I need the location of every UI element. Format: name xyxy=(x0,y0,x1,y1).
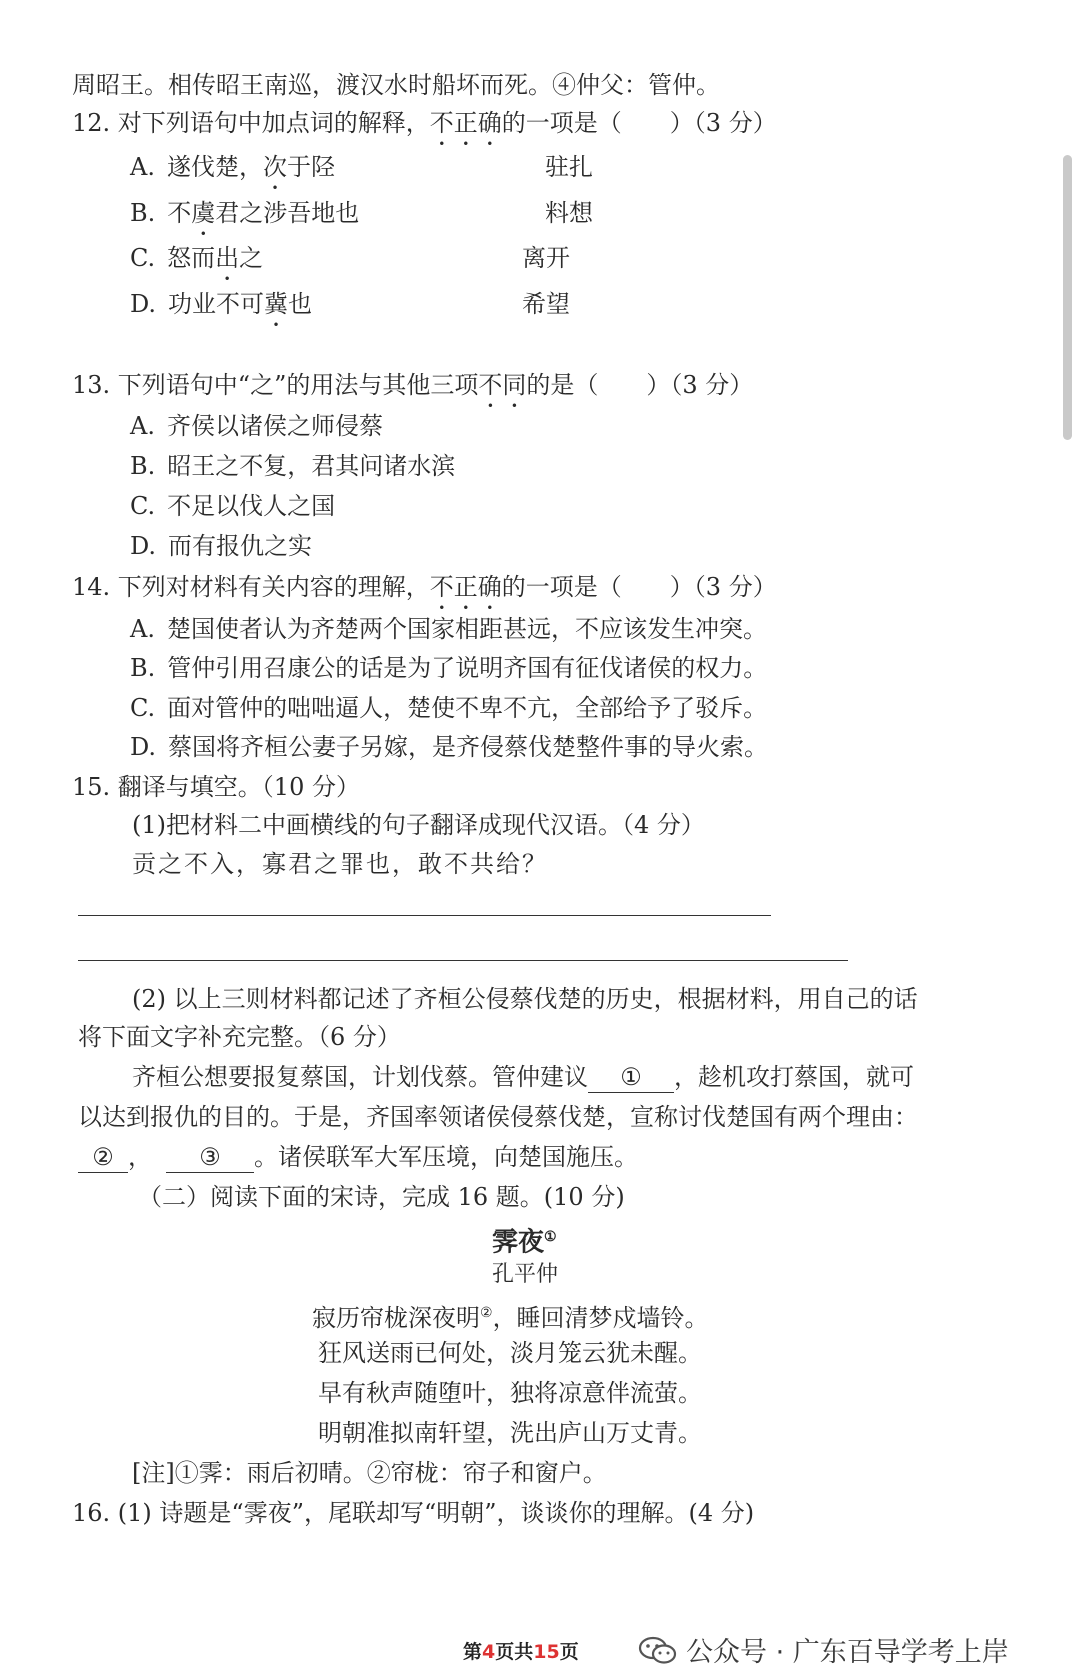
option-text: 齐侯以诸侯之师侵蔡 xyxy=(166,412,383,440)
poem-title: 霁夜① xyxy=(492,1227,557,1258)
option-row xyxy=(130,289,312,332)
option-row xyxy=(130,531,312,561)
option-text: 不 xyxy=(167,199,192,227)
blank-2[interactable]: ② xyxy=(78,1142,128,1173)
option-text: 君之涉吾地也 xyxy=(215,199,360,227)
option-text: 面对管仲的咄咄逼人，楚使不卑不亢，全部给予了驳斥。 xyxy=(167,694,768,722)
option-gloss: 驻扎 xyxy=(545,153,593,181)
question-15: 15. 翻译与填空。（10 分） xyxy=(72,773,360,801)
translation-sentence: 贡之不入，寡君之罪也，敢不共给？ xyxy=(132,850,548,878)
blank-3[interactable]: ③ xyxy=(166,1142,254,1173)
option-label: C. xyxy=(130,244,156,272)
section-2-heading: （二）阅读下面的宋诗，完成 16 题。(10 分) xyxy=(138,1183,625,1211)
dotted-word: 次 xyxy=(262,153,287,181)
option-text: 昭王之不复，君其问诸水滨 xyxy=(167,452,456,480)
option-label: A. xyxy=(130,615,155,643)
option-row xyxy=(130,653,767,683)
option-label: A. xyxy=(130,153,155,181)
option-text: 怒而 xyxy=(167,244,216,272)
question-15-2: (2) 以上三则材料都记述了齐桓公侵蔡伐楚的历史，根据材料，用自己的话 xyxy=(132,985,918,1013)
option-text: 功业不可 xyxy=(168,290,265,318)
option-text: 管仲引用召康公的话是为了说明齐国有征伐诸侯的权力。 xyxy=(167,654,768,682)
option-gloss: 料想 xyxy=(545,199,593,227)
fill-paragraph-line-1: 齐桓公想要报复蔡国，计划伐蔡。管仲建议 ① ，趁机攻打蔡国，就可 xyxy=(132,1063,914,1091)
page-number: 第4页共15页 xyxy=(463,1641,579,1663)
option-row xyxy=(130,693,767,723)
option-row xyxy=(130,614,767,644)
option-row xyxy=(130,491,335,521)
option-label: C. xyxy=(130,492,156,520)
option-label: D. xyxy=(130,290,157,318)
option-row xyxy=(130,732,768,762)
question-14: 14. 下列对材料有关内容的理解，不正确的一项是（ ）（3 分） xyxy=(72,573,777,601)
option-label: A. xyxy=(130,412,155,440)
fill-paragraph-line-3: ② ， ③ 。诸侯联军大军压境，向楚国施压。 xyxy=(78,1142,638,1173)
option-row xyxy=(130,152,335,195)
poem-line-4: 明朝准拟南轩望，洗出庐山万丈青。 xyxy=(318,1419,702,1447)
option-gloss: 希望 xyxy=(522,290,570,318)
option-gloss: 离开 xyxy=(522,244,570,272)
option-row xyxy=(130,243,263,286)
poem-note: [注]①霁：雨后初晴。②帘栊：帘子和窗户。 xyxy=(132,1459,607,1487)
answer-line-1[interactable] xyxy=(78,915,771,916)
poem-line-1: 寂历帘栊深夜明②，睡回清梦戍墙铃。 xyxy=(312,1304,709,1332)
poem-line-3: 早有秋声随堕叶，独将凉意伴流萤。 xyxy=(318,1379,702,1407)
option-text: 遂伐楚， xyxy=(166,153,263,181)
dotted-word: 虞 xyxy=(191,199,216,227)
fill-paragraph-line-2: 以达到报仇的目的。于是，齐国率领诸侯侵蔡伐楚，宣称讨伐楚国有两个理由： xyxy=(78,1103,918,1131)
option-text: 而有报仇之实 xyxy=(168,532,313,560)
option-text: 也 xyxy=(288,290,313,318)
option-label: B. xyxy=(130,452,156,480)
watermark: 公众号 · 广东百导学考上岸 xyxy=(638,1630,1009,1669)
blank-1[interactable]: ① xyxy=(588,1062,674,1093)
answer-line-2[interactable] xyxy=(78,960,848,961)
option-text: 楚国使者认为齐楚两个国家相距甚远，不应该发生冲突。 xyxy=(166,615,767,643)
option-text: 之 xyxy=(239,244,264,272)
option-text: 不足以伐人之国 xyxy=(167,492,336,520)
question-15-1: (1)把材料二中画横线的句子翻译成现代汉语。（4 分） xyxy=(132,811,705,839)
option-row xyxy=(130,451,455,481)
option-row xyxy=(130,198,359,241)
option-label: D. xyxy=(130,733,157,761)
option-text: 于陉 xyxy=(286,153,335,181)
option-label: D. xyxy=(130,532,157,560)
note-continuation: 周昭王。相传昭王南巡，渡汉水时船坏而死。④仲父：管仲。 xyxy=(72,71,720,99)
question-13: 13. 下列语句中“之”的用法与其他三项不同的是（ ）（3 分） xyxy=(72,371,754,399)
dotted-word: 冀 xyxy=(264,290,289,318)
scrollbar[interactable] xyxy=(1063,155,1072,440)
wechat-icon xyxy=(638,1635,678,1665)
question-12: 12. 对下列语句中加点词的解释，不正确的一项是（ ）（3 分） xyxy=(72,109,777,137)
option-label: B. xyxy=(130,654,156,682)
question-15-2-cont: 将下面文字补充完整。（6 分） xyxy=(78,1023,401,1051)
option-text: 蔡国将齐桓公妻子另嫁，是齐侵蔡伐楚整件事的导火索。 xyxy=(168,733,769,761)
poem-line-2: 狂风送雨已何处，淡月笼云犹未醒。 xyxy=(318,1339,702,1367)
question-16: 16. (1) 诗题是“霁夜”，尾联却写“明朝”，谈谈你的理解。(4 分) xyxy=(72,1499,755,1527)
option-label: B. xyxy=(130,199,156,227)
option-label: C. xyxy=(130,694,156,722)
option-row xyxy=(130,411,383,441)
dotted-word: 出 xyxy=(215,244,240,272)
poem-author: 孔平仲 xyxy=(492,1262,559,1287)
